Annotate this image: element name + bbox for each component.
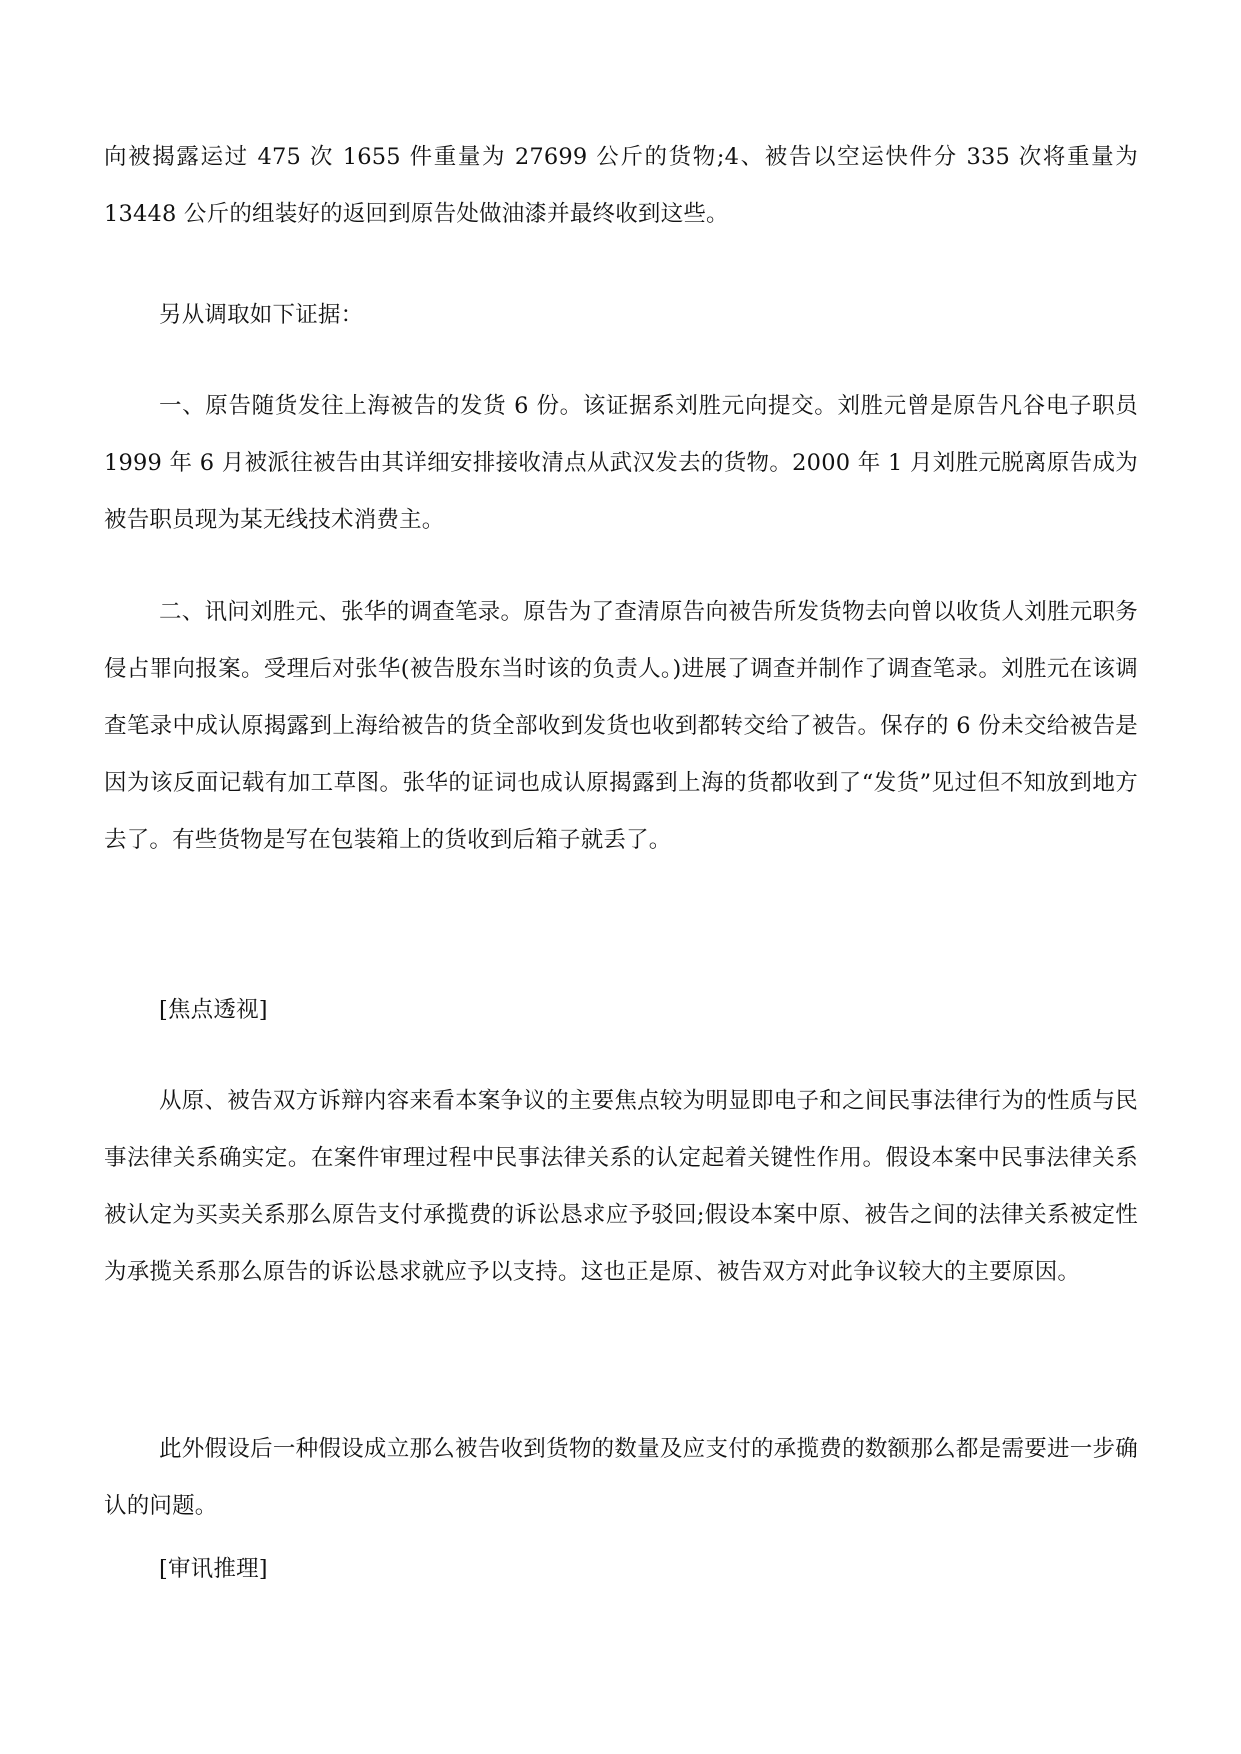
paragraph-cargo-records: 向被揭露运过 475 次 1655 件重量为 27699 公斤的货物;4、被告以空运快件分 335 次将重量为 13448 公斤的组装好的返回到原告处做油漆并最终收到这些。	[104, 144, 1138, 227]
paragraph-evidence-two: 二、讯问刘胜元、张华的调查笔录。原告为了查清原告向被告所发货物去向曾以收货人刘胜元职务侵占罪向报案。受理后对张华(被告股东当时该的负责人。)进展了调查并制作了调查笔录。刘胜元在该调查笔录中成认原揭露到上海给被告的货全部收到发货也收到都转交给了被告。保存的 6 份未交给被告是因为该反面记载有加工草图。张华的证词也成认原揭露到上海的货都收到了“发货”见过但不知放到地方去了。有些货物是写在包装箱上的货收到后箱子就丢了。	[104, 599, 1138, 853]
paragraph-further-issue: 此外假设后一种假设成立那么被告收到货物的数量及应支付的承揽费的数额那么都是需要进一步确认的问题。	[104, 1436, 1138, 1519]
paragraph-focus-analysis: 从原、被告双方诉辩内容来看本案争议的主要焦点较为明显即电子和之间民事法律行为的性质与民事法律关系确实定。在案件审理过程中民事法律关系的认定起着关键性作用。假设本案中民事法律关系被认定为买卖关系那么原告支付承揽费的诉讼恳求应予驳回;假设本案中原、被告之间的法律关系被定性为承揽关系那么原告的诉讼恳求就应予以支持。这也正是原、被告双方对此争议较大的主要原因。	[104, 1088, 1138, 1285]
paragraph-evidence-one: 一、原告随货发往上海被告的发货 6 份。该证据系刘胜元向提交。刘胜元曾是原告凡谷电子职员 1999 年 6 月被派往被告由其详细安排接收清点从武汉发去的货物。2000 年 1 月刘胜元脱离原告成为被告职员现为某无线技术消费主。	[104, 393, 1138, 533]
section-heading-trial-reasoning: [审讯推理]	[159, 1556, 268, 1582]
paragraph-evidence-intro: 另从调取如下证据：	[159, 302, 364, 328]
section-heading-focus: [焦点透视]	[159, 997, 268, 1023]
